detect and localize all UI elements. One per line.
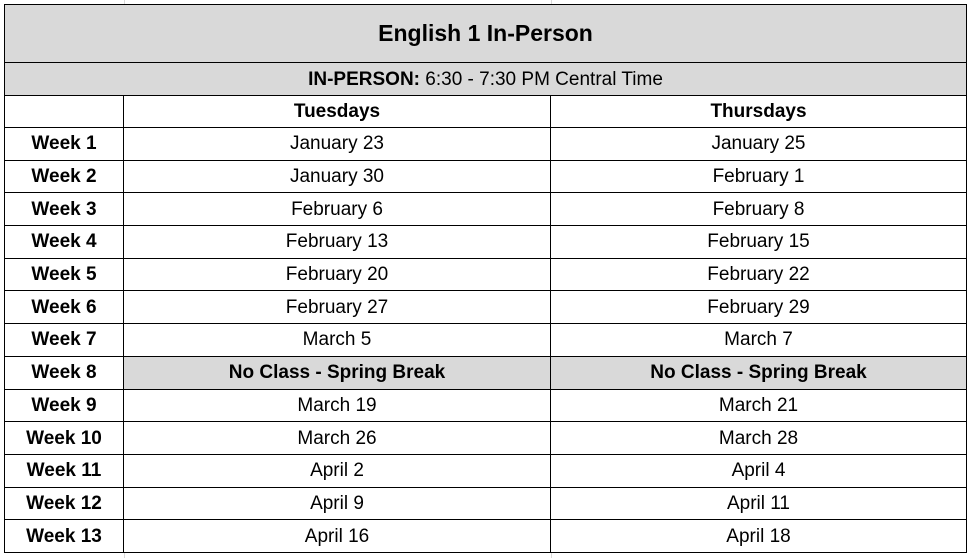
table-row bbox=[5, 422, 967, 455]
thursday-date: February 29 bbox=[551, 291, 967, 324]
table-row bbox=[5, 324, 967, 357]
title-row bbox=[5, 5, 967, 63]
thursday-date: January 25 bbox=[551, 128, 967, 161]
table-row bbox=[5, 454, 967, 487]
week-label: Week 1 bbox=[5, 128, 124, 161]
thursday-date: March 28 bbox=[551, 422, 967, 455]
thursday-date: April 4 bbox=[551, 454, 967, 487]
schedule-table bbox=[4, 4, 967, 553]
thursday-break-notice: No Class - Spring Break bbox=[551, 356, 967, 389]
tuesday-date: March 26 bbox=[124, 422, 551, 455]
thursday-date: March 21 bbox=[551, 389, 967, 422]
table-row bbox=[5, 291, 967, 324]
column-guide-bottom-1 bbox=[124, 553, 125, 558]
week-label: Week 13 bbox=[5, 520, 124, 553]
week-label: Week 4 bbox=[5, 226, 124, 259]
tuesday-date: March 19 bbox=[124, 389, 551, 422]
table-row bbox=[5, 356, 967, 389]
table-row bbox=[5, 520, 967, 553]
table-row bbox=[5, 160, 967, 193]
thursday-date: March 7 bbox=[551, 324, 967, 357]
session-type-label: IN-PERSON: bbox=[308, 68, 420, 90]
table-row bbox=[5, 487, 967, 520]
tuesday-date: February 20 bbox=[124, 258, 551, 291]
week-label: Week 8 bbox=[5, 356, 124, 389]
thursday-date: February 22 bbox=[551, 258, 967, 291]
column-header-week bbox=[5, 96, 124, 128]
week-label: Week 3 bbox=[5, 193, 124, 226]
session-time-text: 6:30 - 7:30 PM Central Time bbox=[420, 68, 663, 90]
table-title: English 1 In-Person bbox=[5, 5, 967, 63]
tuesday-date: February 13 bbox=[124, 226, 551, 259]
tuesday-date: January 30 bbox=[124, 160, 551, 193]
column-guide-bottom-2 bbox=[551, 553, 552, 558]
thursday-date: April 11 bbox=[551, 487, 967, 520]
tuesday-date: February 6 bbox=[124, 193, 551, 226]
table-row bbox=[5, 389, 967, 422]
week-label: Week 2 bbox=[5, 160, 124, 193]
week-label: Week 12 bbox=[5, 487, 124, 520]
thursday-date: April 18 bbox=[551, 520, 967, 553]
column-header-thursdays: Thursdays bbox=[551, 96, 967, 128]
week-label: Week 9 bbox=[5, 389, 124, 422]
week-label: Week 11 bbox=[5, 454, 124, 487]
week-label: Week 10 bbox=[5, 422, 124, 455]
thursday-date: February 15 bbox=[551, 226, 967, 259]
tuesday-date: April 16 bbox=[124, 520, 551, 553]
table-row bbox=[5, 258, 967, 291]
tuesday-date: February 27 bbox=[124, 291, 551, 324]
session-time bbox=[5, 63, 967, 96]
week-label: Week 5 bbox=[5, 258, 124, 291]
thursday-date: February 1 bbox=[551, 160, 967, 193]
table-row bbox=[5, 128, 967, 161]
tuesday-date: April 9 bbox=[124, 487, 551, 520]
week-label: Week 7 bbox=[5, 324, 124, 357]
column-header-row bbox=[5, 96, 967, 128]
thursday-date: February 8 bbox=[551, 193, 967, 226]
session-time-row bbox=[5, 63, 967, 96]
table-row bbox=[5, 226, 967, 259]
week-label: Week 6 bbox=[5, 291, 124, 324]
tuesday-date: March 5 bbox=[124, 324, 551, 357]
column-header-tuesdays: Tuesdays bbox=[124, 96, 551, 128]
tuesday-break-notice: No Class - Spring Break bbox=[124, 356, 551, 389]
tuesday-date: January 23 bbox=[124, 128, 551, 161]
tuesday-date: April 2 bbox=[124, 454, 551, 487]
table-row bbox=[5, 193, 967, 226]
